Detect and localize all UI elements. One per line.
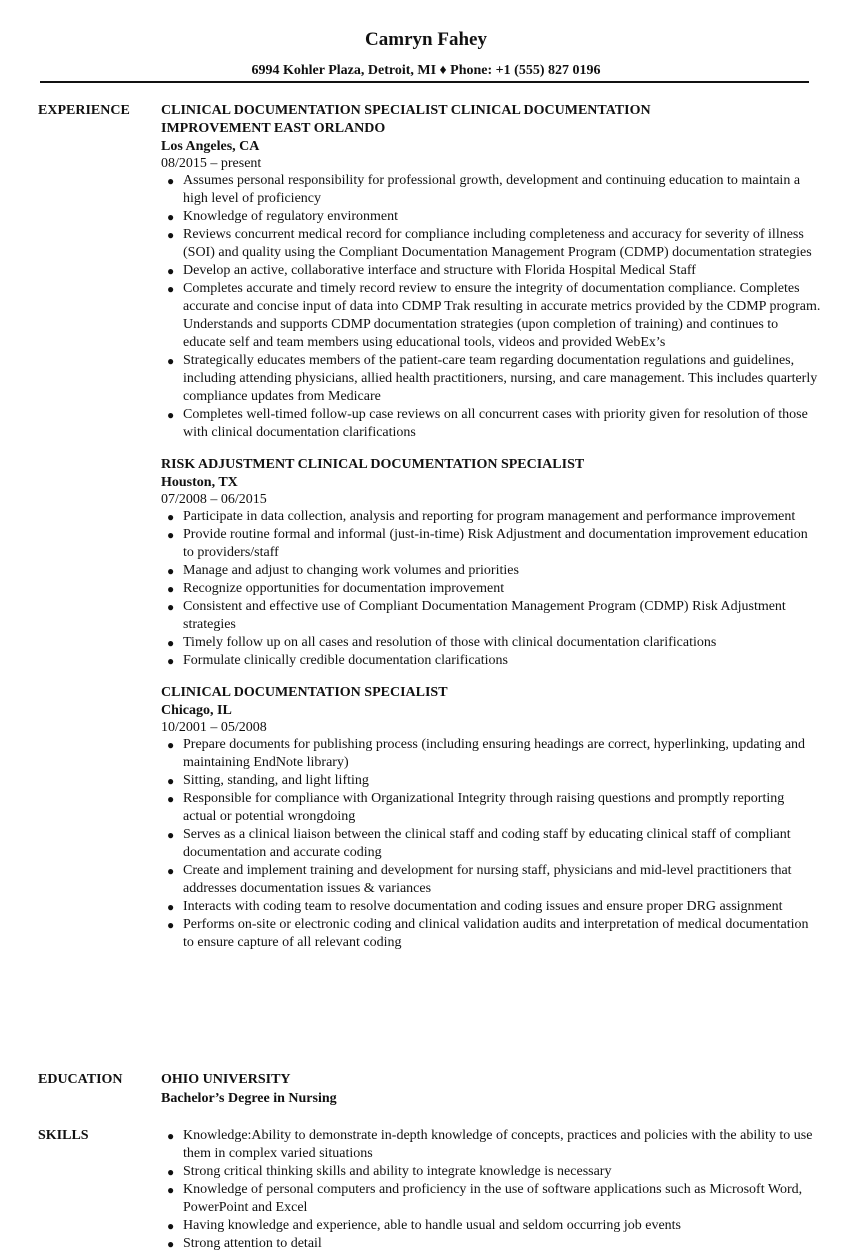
bullet-text: Recognize opportunities for documentation improvement <box>183 581 505 596</box>
bullet-dot-icon: ● <box>167 174 175 188</box>
skills-list <box>161 1127 821 1253</box>
job-entry <box>161 684 821 952</box>
bullet-dot-icon: ● <box>167 582 175 596</box>
skill-text: Having knowledge and experience, able to handle usual and seldom occurring job events <box>183 1218 682 1233</box>
bullet-dot-icon: ● <box>167 900 175 914</box>
bullet-text: Timely follow up on all cases and resolution of those with clinical documentation clarifications <box>183 635 717 650</box>
bullet-dot-icon: ● <box>167 1165 175 1179</box>
school-name: OHIO UNIVERSITY <box>161 1072 291 1087</box>
experience-list <box>161 102 821 966</box>
bullet-dot-icon: ● <box>167 774 175 788</box>
job-bullets <box>161 508 821 670</box>
bullet-item <box>161 898 821 916</box>
bullet-text: Performs on-site or electronic coding and clinical validation audits and interpretation of medical documentation to ensure capture of all relevant coding <box>183 917 809 950</box>
bullet-item <box>161 916 821 952</box>
skill-item <box>161 1163 821 1181</box>
bullet-text: Knowledge of regulatory environment <box>183 209 398 224</box>
bullet-item <box>161 172 821 208</box>
bullet-item <box>161 508 821 526</box>
bullet-text: Provide routine formal and informal (just-in-time) Risk Adjustment and documentation improvement education to providers/staff <box>183 527 808 560</box>
skill-text: Strong critical thinking skills and ability to integrate knowledge is necessary <box>183 1164 612 1179</box>
skill-text: Knowledge of personal computers and proficiency in the use of software applications such as Microsoft Word, PowerPoint and Excel <box>183 1182 803 1215</box>
bullet-dot-icon: ● <box>167 636 175 650</box>
bullet-text: Assumes personal responsibility for professional growth, development and continuing education to maintain a high level of proficiency <box>183 173 801 206</box>
bullet-text: Create and implement training and development for nursing staff, physicians and mid-level practitioners that addresses documentation issues & variances <box>183 863 792 896</box>
bullet-dot-icon: ● <box>167 510 175 524</box>
bullet-dot-icon: ● <box>167 600 175 614</box>
bullet-item <box>161 406 821 442</box>
job-title: RISK ADJUSTMENT CLINICAL DOCUMENTATION SPECIALIST <box>161 457 585 472</box>
header-divider <box>40 81 809 83</box>
degree: Bachelor’s Degree in Nursing <box>161 1091 337 1106</box>
bullet-dot-icon: ● <box>167 1237 175 1251</box>
job-entry <box>161 456 821 670</box>
skill-text: Knowledge:Ability to demonstrate in-depth knowledge of concepts, practices and policies with the ability to use them in complex varied situations <box>183 1128 813 1161</box>
bullet-text: Develop an active, collaborative interface and structure with Florida Hospital Medical Staff <box>183 263 696 278</box>
bullet-item <box>161 226 821 262</box>
bullet-text: Strategically educates members of the patient-care team regarding documentation regulations and guidelines, including attending physicians, allied health practitioners, nursing, and care management. This includes quarterly compliance updates from Medicare <box>183 353 818 404</box>
bullet-item <box>161 562 821 580</box>
skill-item <box>161 1217 821 1235</box>
skills-heading: SKILLS <box>38 1128 89 1143</box>
bullet-dot-icon: ● <box>167 1183 175 1197</box>
bullet-dot-icon: ● <box>167 408 175 422</box>
bullet-text: Formulate clinically credible documentation clarifications <box>183 653 508 668</box>
job-location: Los Angeles, CA <box>161 139 260 154</box>
bullet-item <box>161 736 821 772</box>
bullet-dot-icon: ● <box>167 282 175 296</box>
skill-item <box>161 1181 821 1217</box>
bullet-dot-icon: ● <box>167 1219 175 1233</box>
bullet-item <box>161 280 821 352</box>
bullet-item <box>161 772 821 790</box>
job-dates: 10/2001 – 05/2008 <box>161 720 267 735</box>
bullet-text: Prepare documents for publishing process (including ensuring headings are correct, hyperlinking, updating and maintaining EndNote library) <box>183 737 806 770</box>
experience-heading: EXPERIENCE <box>38 103 130 118</box>
bullet-dot-icon: ● <box>167 528 175 542</box>
job-title: CLINICAL DOCUMENTATION SPECIALIST <box>161 685 448 700</box>
bullet-dot-icon: ● <box>167 564 175 578</box>
bullet-text: Completes well-timed follow-up case reviews on all concurrent cases with priority given for resolution of those with clinical documentation clarifications <box>183 407 808 440</box>
bullet-text: Serves as a clinical liaison between the clinical staff and coding staff by educating clinical staff of compliant documentation and accurate coding <box>183 827 791 860</box>
job-bullets <box>161 172 821 442</box>
bullet-dot-icon: ● <box>167 654 175 668</box>
bullet-item <box>161 526 821 562</box>
bullet-text: Manage and adjust to changing work volumes and priorities <box>183 563 519 578</box>
bullet-text: Responsible for compliance with Organizational Integrity through raising questions and promptly reporting actual or potential wrongdoing <box>183 791 785 824</box>
bullet-dot-icon: ● <box>167 918 175 932</box>
bullet-item <box>161 262 821 280</box>
bullet-item <box>161 652 821 670</box>
bullet-text: Completes accurate and timely record review to ensure the integrity of documentation compliance. Completes accurate and concise input of data into CDMP Trak resulting in accurate metrics provided by the CDMP program. Understands and supports CDMP documentation strategies (upon completion of training) and continues to educate self and team members using educational tools, videos and provided WebEx’s <box>183 281 821 350</box>
bullet-dot-icon: ● <box>167 354 175 368</box>
bullet-text: Interacts with coding team to resolve documentation and coding issues and ensure proper DRG assignment <box>183 899 783 914</box>
job-location: Houston, TX <box>161 475 238 490</box>
skill-item <box>161 1235 821 1253</box>
job-dates: 08/2015 – present <box>161 156 262 171</box>
bullet-dot-icon: ● <box>167 864 175 878</box>
resume-name: Camryn Fahey <box>365 29 487 50</box>
job-dates: 07/2008 – 06/2015 <box>161 492 267 507</box>
bullet-item <box>161 208 821 226</box>
bullet-dot-icon: ● <box>167 738 175 752</box>
job-bullets <box>161 736 821 952</box>
bullet-item <box>161 634 821 652</box>
bullet-item <box>161 598 821 634</box>
bullet-text: Consistent and effective use of Compliant Documentation Management Program (CDMP) Risk Adjustment strategies <box>183 599 786 632</box>
bullet-dot-icon: ● <box>167 792 175 806</box>
bullet-dot-icon: ● <box>167 828 175 842</box>
job-title: CLINICAL DOCUMENTATION SPECIALIST CLINICAL DOCUMENTATION IMPROVEMENT EAST ORLANDO <box>161 103 651 136</box>
bullet-dot-icon: ● <box>167 264 175 278</box>
bullet-dot-icon: ● <box>167 228 175 242</box>
bullet-dot-icon: ● <box>167 1129 175 1143</box>
bullet-text: Sitting, standing, and light lifting <box>183 773 369 788</box>
contact-line: 6994 Kohler Plaza, Detroit, MI ♦ Phone: +1 (555) 827 0196 <box>251 63 601 78</box>
bullet-item <box>161 862 821 898</box>
bullet-item <box>161 790 821 826</box>
bullet-item <box>161 580 821 598</box>
bullet-item <box>161 826 821 862</box>
skills-bullets <box>161 1127 821 1253</box>
job-location: Chicago, IL <box>161 703 232 718</box>
education-heading: EDUCATION <box>38 1072 123 1087</box>
skill-text: Strong attention to detail <box>183 1236 322 1251</box>
education-entry <box>161 1071 821 1109</box>
skill-item <box>161 1127 821 1163</box>
bullet-dot-icon: ● <box>167 210 175 224</box>
bullet-text: Participate in data collection, analysis and reporting for program management and performance improvement <box>183 509 796 524</box>
bullet-item <box>161 352 821 406</box>
bullet-text: Reviews concurrent medical record for compliance including completeness and accuracy for severity of illness (SOI) and quality using the Compliant Documentation Management Program (CDMP) documentation strategies <box>183 227 812 260</box>
job-entry <box>161 102 821 442</box>
